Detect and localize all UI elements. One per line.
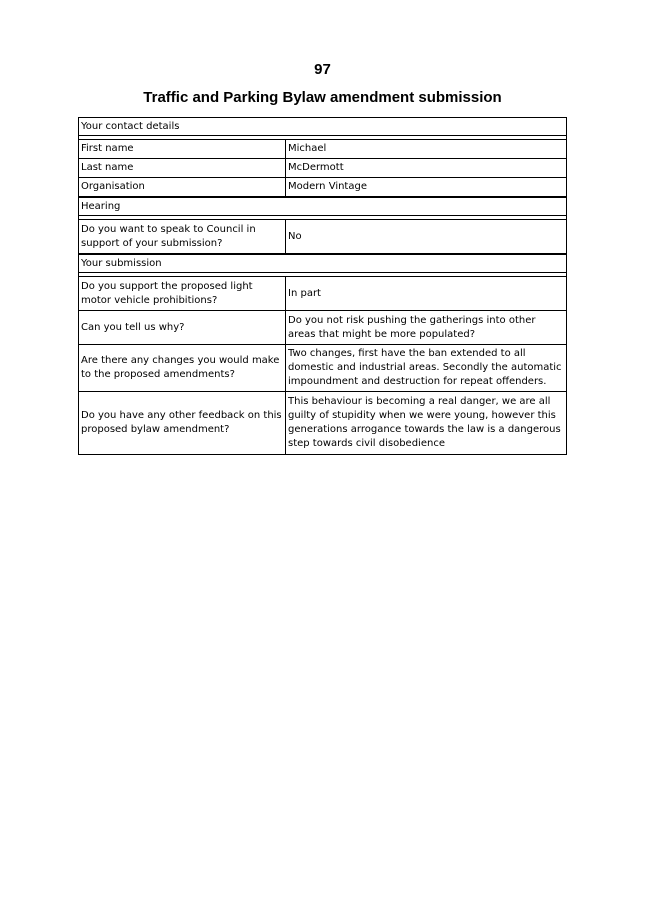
value-organisation: Modern Vintage [288, 181, 367, 192]
label-tell-us-why: Can you tell us why? [79, 311, 286, 344]
label-support-prohibitions: Do you support the proposed light motor vehicle prohibitions? [79, 277, 286, 310]
section-header-contact: Your contact details [79, 118, 566, 136]
row-speak-to-council [79, 220, 566, 254]
section-your-submission [78, 254, 567, 455]
row-first-name [79, 140, 566, 159]
row-tell-us-why [79, 311, 566, 345]
section-header-submission: Your submission [79, 255, 566, 273]
value-tell-us-why: Do you not risk pushing the gatherings into other areas that might be more populated? [288, 314, 536, 340]
document-title: Traffic and Parking Bylaw amendment submission [143, 89, 502, 106]
row-organisation [79, 178, 566, 197]
label-other-feedback: Do you have any other feedback on this proposed bylaw amendment? [79, 392, 286, 454]
row-support-prohibitions [79, 277, 566, 311]
value-first-name: Michael [288, 143, 327, 154]
label-speak-to-council: Do you want to speak to Council in support of your submission? [79, 220, 286, 253]
value-support-prohibitions: In part [288, 287, 321, 299]
row-changes [79, 345, 566, 392]
value-other-feedback: This behaviour is becoming a real danger, we are all guilty of stupidity when we were young, however this generations arrogance towards the law is a dangerous step towards civil disobedience [288, 396, 561, 449]
submission-form [78, 117, 567, 455]
row-other-feedback [79, 392, 566, 455]
row-last-name [79, 159, 566, 178]
section-contact-details [78, 117, 567, 197]
value-speak-to-council: No [288, 230, 302, 242]
section-header-hearing: Hearing [79, 198, 566, 216]
page-number: 97 [314, 61, 331, 78]
value-changes: Two changes, first have the ban extended to all domestic and industrial areas. Secondly the automatic impoundment and destruction for repeat offenders. [288, 348, 562, 387]
value-last-name: McDermott [288, 162, 344, 173]
section-hearing [78, 197, 567, 254]
label-organisation: Organisation [79, 178, 286, 196]
label-changes: Are there any changes you would make to the proposed amendments? [79, 345, 286, 391]
label-last-name: Last name [79, 159, 286, 177]
label-first-name: First name [79, 140, 286, 158]
